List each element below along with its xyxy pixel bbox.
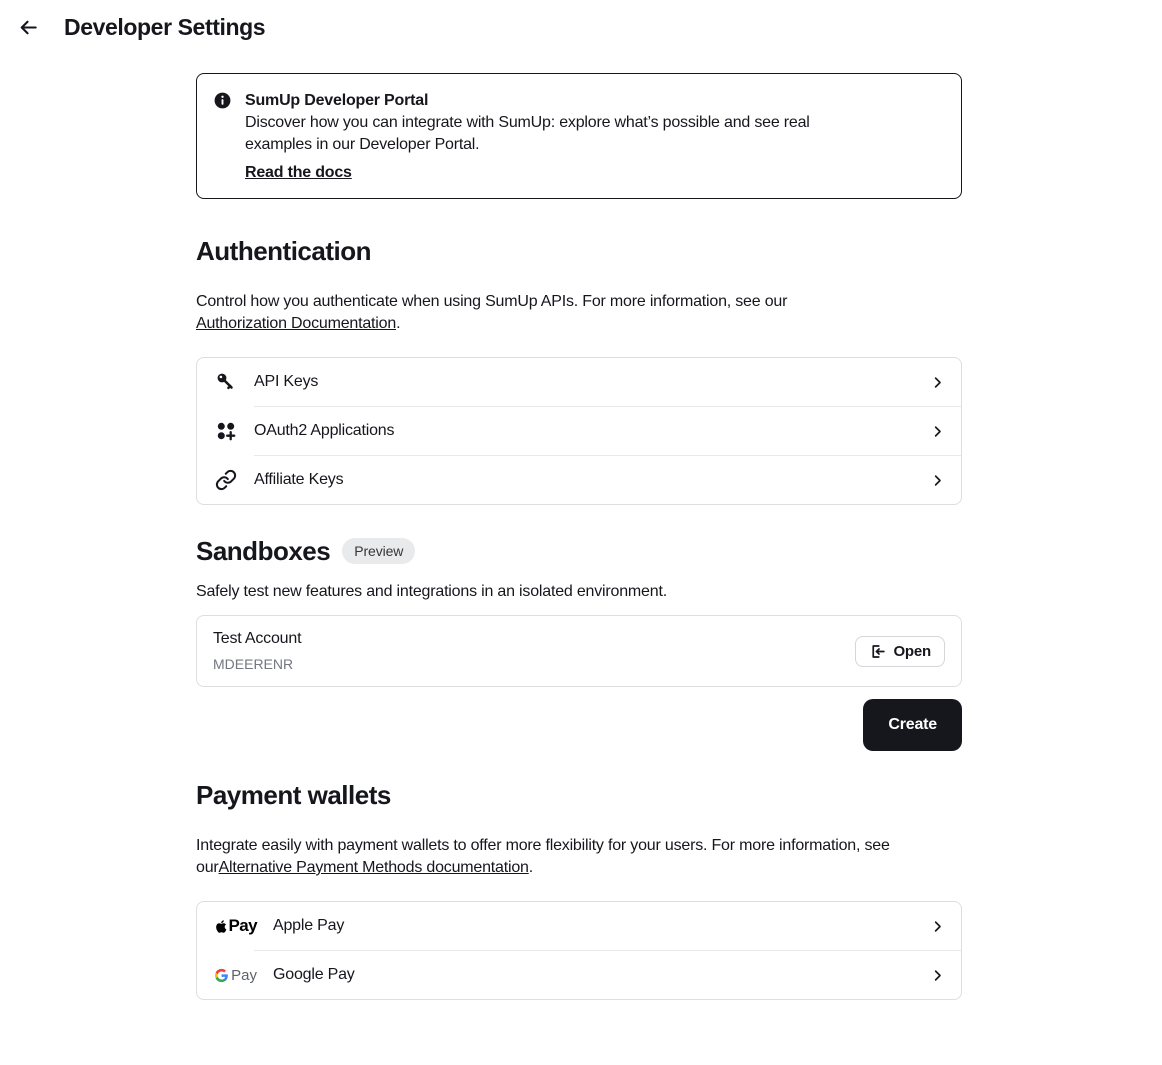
alternative-payment-methods-link[interactable]: Alternative Payment Methods documentation bbox=[218, 859, 529, 876]
info-icon bbox=[213, 91, 232, 182]
payment-wallets-heading: Payment wallets bbox=[196, 780, 391, 810]
list-item-oauth2-applications[interactable] bbox=[197, 407, 961, 455]
payment-wallets-description bbox=[196, 835, 941, 879]
preview-badge: Preview bbox=[342, 538, 415, 564]
list-item-label: OAuth2 Applications bbox=[254, 422, 395, 439]
create-sandbox-button[interactable]: Create bbox=[863, 699, 962, 751]
banner-title: SumUp Developer Portal bbox=[245, 92, 429, 109]
payment-wallets-description-text: Integrate easily with payment wallets to offer more flexibility for your users. For more information, see our bbox=[196, 837, 890, 876]
apple-icon bbox=[215, 918, 228, 935]
apps-add-icon bbox=[215, 420, 237, 442]
create-button-row bbox=[196, 699, 962, 751]
google-pay-logo bbox=[215, 967, 257, 984]
sandbox-account-name: Test Account bbox=[213, 630, 302, 647]
authentication-list bbox=[196, 357, 962, 505]
chevron-right-icon bbox=[930, 473, 945, 488]
list-item-api-keys[interactable] bbox=[197, 358, 961, 406]
developer-portal-banner bbox=[196, 73, 962, 199]
banner-body: Discover how you can integrate with SumUp: explore what’s possible and see real examples in our Developer Portal. bbox=[245, 114, 810, 153]
list-item-affiliate-keys[interactable] bbox=[197, 456, 961, 504]
sandbox-account-card bbox=[196, 615, 962, 687]
back-button[interactable] bbox=[16, 16, 40, 40]
authorization-documentation-link[interactable]: Authorization Documentation bbox=[196, 315, 397, 332]
google-pay-logo-text: Pay bbox=[231, 966, 257, 984]
list-item-google-pay[interactable] bbox=[197, 951, 961, 999]
chevron-right-icon bbox=[930, 968, 945, 983]
payment-wallets-description-suffix: . bbox=[528, 859, 533, 876]
apple-pay-logo-text: Pay bbox=[228, 916, 257, 935]
apple-pay-logo bbox=[215, 916, 257, 936]
chevron-right-icon bbox=[930, 424, 945, 439]
authentication-heading: Authentication bbox=[196, 236, 371, 266]
list-item-apple-pay[interactable] bbox=[197, 902, 961, 950]
sandboxes-heading bbox=[196, 535, 962, 567]
list-item-label: Apple Pay bbox=[273, 917, 345, 934]
sandbox-account-info bbox=[213, 628, 301, 674]
login-icon bbox=[869, 643, 886, 660]
authentication-description-text: Control how you authenticate when using SumUp APIs. For more information, see our bbox=[196, 293, 788, 310]
content bbox=[196, 73, 962, 1000]
link-icon bbox=[215, 469, 237, 491]
chevron-right-icon bbox=[930, 919, 945, 934]
open-sandbox-button[interactable] bbox=[855, 636, 945, 667]
page-header bbox=[0, 0, 1162, 41]
banner-content bbox=[245, 90, 857, 182]
authentication-description-suffix: . bbox=[396, 315, 401, 332]
list-item-label: Affiliate Keys bbox=[254, 471, 344, 488]
list-item-label: Google Pay bbox=[273, 966, 355, 983]
chevron-right-icon bbox=[930, 375, 945, 390]
page-title: Developer Settings bbox=[64, 14, 266, 40]
sandboxes-description: Safely test new features and integrations in an isolated environment. bbox=[196, 583, 667, 600]
payment-wallets-list bbox=[196, 901, 962, 1000]
key-icon bbox=[215, 371, 237, 393]
google-g-icon bbox=[215, 967, 228, 984]
read-the-docs-link[interactable]: Read the docs bbox=[245, 164, 352, 181]
authentication-description bbox=[196, 291, 836, 335]
open-button-label: Open bbox=[893, 642, 931, 660]
sandbox-account-id: MDEERENR bbox=[213, 656, 294, 672]
list-item-label: API Keys bbox=[254, 373, 319, 390]
back-arrow-icon bbox=[17, 16, 40, 39]
sandboxes-heading-text: Sandboxes bbox=[196, 536, 331, 566]
